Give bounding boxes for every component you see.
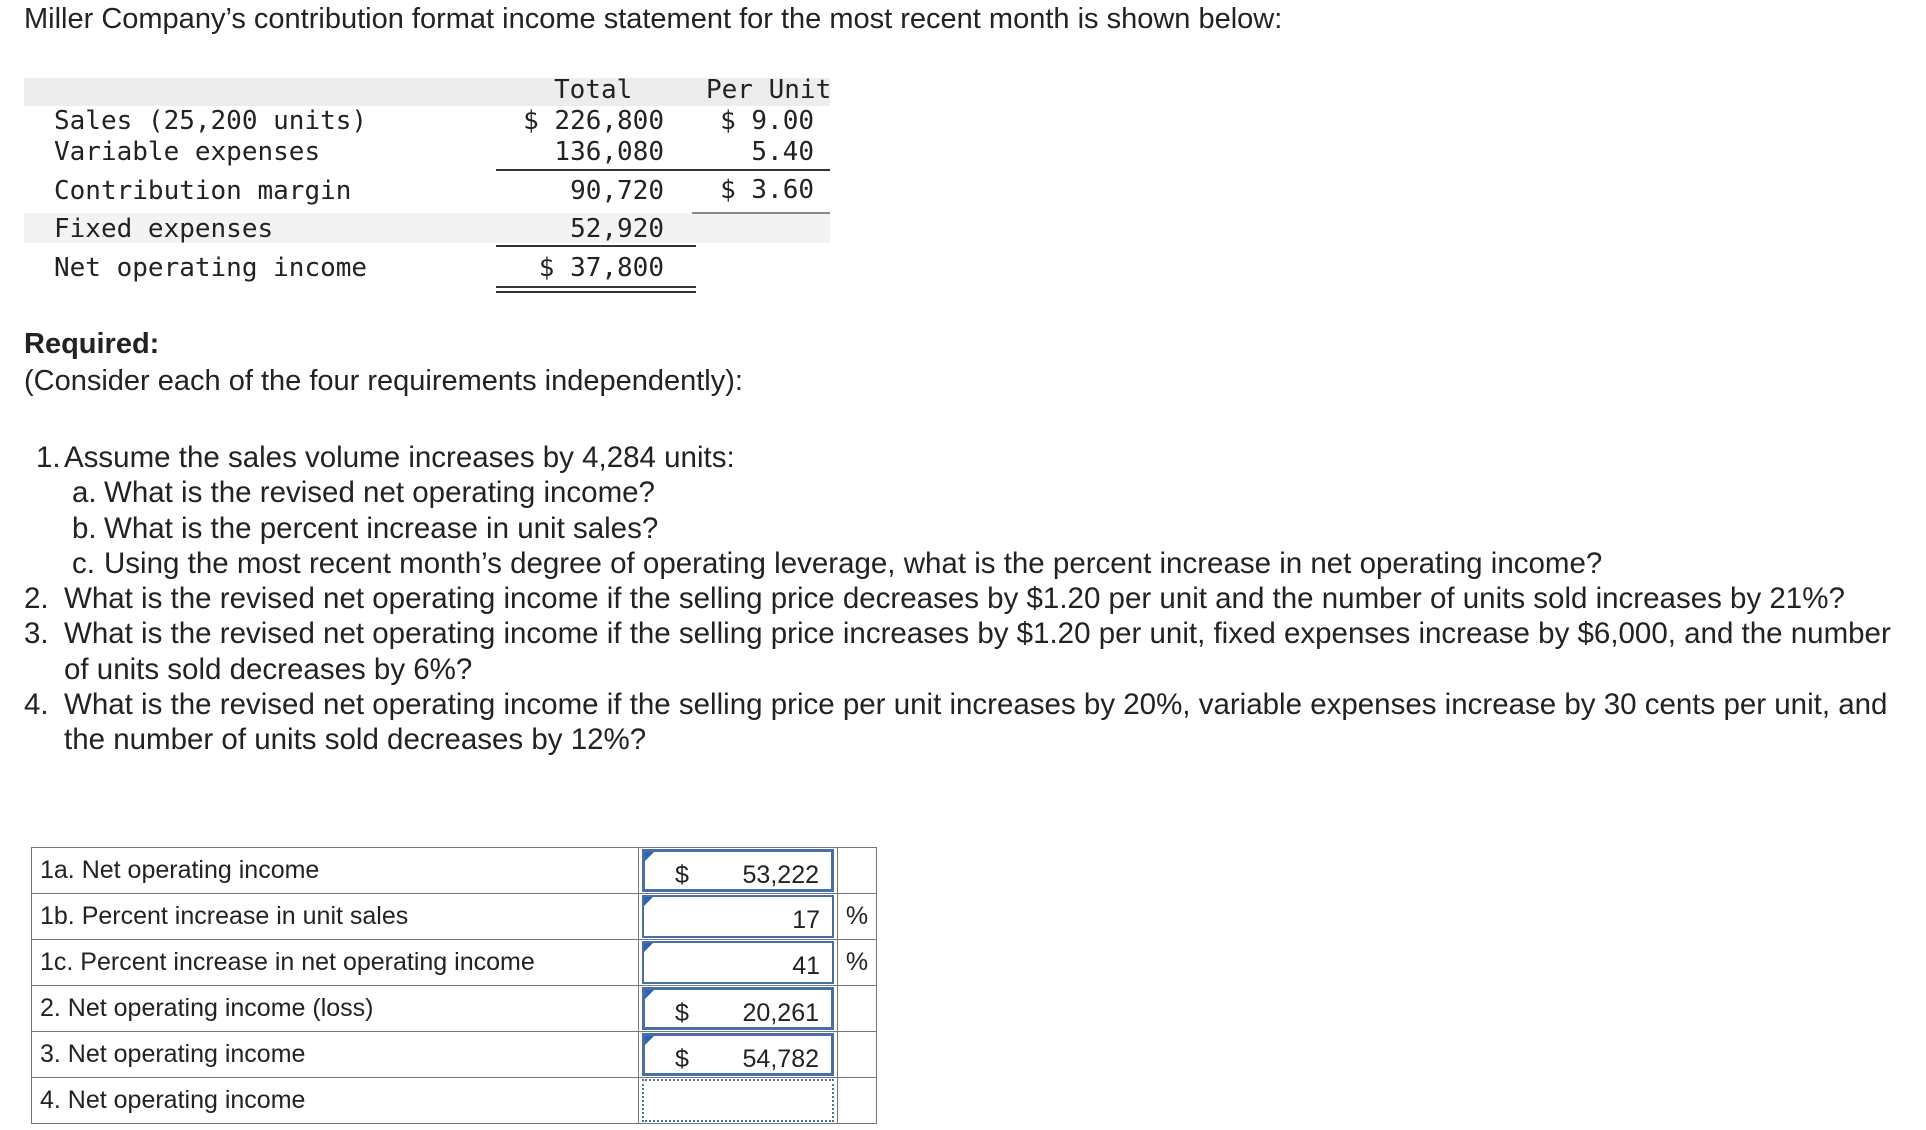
answer-value-2: 20,261 — [742, 999, 819, 1027]
answer-label-3: 3. Net operating income — [32, 1032, 639, 1078]
answer-unit-2 — [838, 986, 877, 1032]
question-3-number: 3. — [24, 617, 49, 651]
question-3 — [24, 616, 1914, 687]
required-subtitle: (Consider each of the four requirements independently): — [24, 365, 743, 397]
question-2 — [24, 581, 1914, 616]
row-label-fixed: Fixed expenses — [54, 214, 274, 244]
question-4 — [24, 687, 1914, 758]
required-title: Required: — [24, 328, 160, 360]
question-1c-text: Using the most recent month’s degree of operating leverage, what is the percent increase in net operating income? — [104, 546, 1603, 580]
answer-unit-1c: % — [838, 940, 877, 986]
row-total-fixed: 52,920 — [570, 214, 664, 244]
row-perunit-variable: 5.40 — [751, 137, 814, 167]
subtotal-rule-total — [496, 169, 696, 171]
question-1-text: Assume the sales volume increases by 4,284 units: — [64, 441, 735, 474]
answer-input-2[interactable] — [642, 987, 834, 1030]
question-1c-number: c. — [72, 546, 95, 580]
answer-input-4[interactable] — [642, 1079, 834, 1122]
row-total-noi: $ 37,800 — [538, 253, 664, 283]
question-1a — [24, 475, 1914, 510]
requirements-list — [24, 440, 1914, 758]
col-total-header: Total — [554, 75, 633, 105]
answer-unit-1a — [838, 848, 877, 894]
row-total-sales: $ 226,800 — [523, 106, 664, 136]
answer-cell-1c — [639, 940, 838, 986]
row-label-variable: Variable expenses — [54, 137, 321, 167]
question-1 — [24, 440, 1914, 475]
flag-icon — [645, 1036, 654, 1045]
answer-label-1b: 1b. Percent increase in unit sales — [32, 894, 639, 940]
answer-cell-1b — [639, 894, 838, 940]
perunit-total-rule — [692, 212, 830, 214]
answer-cell-1a — [639, 848, 838, 894]
answer-label-4: 4. Net operating income — [32, 1078, 639, 1124]
flag-icon — [645, 990, 654, 999]
question-2-number: 2. — [24, 582, 49, 616]
col-per-unit-header: Per Unit — [706, 75, 832, 105]
question-1b-text: What is the percent increase in unit sales? — [104, 511, 659, 545]
row-total-contribution: 90,720 — [570, 176, 664, 206]
noi-double-rule — [496, 286, 696, 293]
flag-icon — [644, 943, 653, 952]
answer-label-1c: 1c. Percent increase in net operating income — [32, 940, 639, 986]
answer-value-1b: 17 — [792, 906, 820, 934]
answer-label-2: 2. Net operating income (loss) — [32, 986, 639, 1032]
answer-row-1c — [32, 940, 877, 986]
answer-cell-3 — [639, 1032, 838, 1078]
answer-input-1b[interactable] — [642, 895, 834, 938]
subtotal-rule-perunit — [692, 169, 830, 171]
answer-value-3: 54,782 — [742, 1045, 819, 1073]
flag-icon — [645, 852, 654, 861]
intro-text: Miller Company’s contribution format income statement for the most recent month is shown below: — [24, 3, 1283, 35]
answer-input-3[interactable] — [642, 1033, 834, 1076]
answer-value-1c: 41 — [792, 952, 820, 980]
answer-cell-2 — [639, 986, 838, 1032]
noi-rule — [496, 245, 696, 247]
answer-unit-1b: % — [838, 894, 877, 940]
row-label-noi: Net operating income — [54, 253, 368, 283]
answer-label-1a: 1a. Net operating income — [32, 848, 639, 894]
question-1-number: 1. — [36, 441, 61, 474]
answer-row-1b — [32, 894, 877, 940]
answer-row-3 — [32, 1032, 877, 1078]
question-3-text: What is the revised net operating income if the selling price increases by $1.20 per unit, fixed expenses increase by $6,000, and the number of units sold decreases by 6%? — [64, 617, 1891, 686]
dollar-sign: $ — [675, 1045, 689, 1073]
income-statement — [24, 75, 832, 298]
answer-row-4 — [32, 1078, 877, 1124]
dollar-sign: $ — [675, 861, 689, 889]
row-label-contribution: Contribution margin — [54, 176, 352, 206]
answer-row-1a — [32, 848, 877, 894]
question-1a-number: a. — [72, 476, 97, 510]
question-1b-number: b. — [72, 511, 97, 545]
answer-cell-4 — [639, 1078, 838, 1124]
answer-row-2 — [32, 986, 877, 1032]
row-label-sales: Sales (25,200 units) — [54, 106, 368, 136]
answer-unit-3 — [838, 1032, 877, 1078]
row-perunit-sales: $ 9.00 — [720, 106, 814, 136]
dollar-sign: $ — [675, 999, 689, 1027]
question-1a-text: What is the revised net operating income? — [104, 476, 655, 510]
question-1b — [24, 511, 1914, 546]
question-1c — [24, 546, 1914, 581]
question-4-number: 4. — [24, 688, 49, 722]
answer-input-1c[interactable] — [642, 941, 834, 984]
question-2-text: What is the revised net operating income if the selling price decreases by $1.20 per unit and the number of units sold increases by 21%? — [64, 582, 1845, 616]
row-total-variable: 136,080 — [554, 137, 664, 167]
row-perunit-contribution: $ 3.60 — [720, 175, 814, 205]
question-4-text: What is the revised net operating income if the selling price per unit increases by 20%, variable expenses increase by 30 cents per unit, and the number of units sold decreases by 12%? — [64, 688, 1888, 757]
answer-value-1a: 53,222 — [742, 861, 819, 889]
answer-table — [31, 847, 877, 1124]
flag-icon — [644, 897, 653, 906]
answer-unit-4 — [838, 1078, 877, 1124]
answer-input-1a[interactable] — [642, 849, 834, 892]
